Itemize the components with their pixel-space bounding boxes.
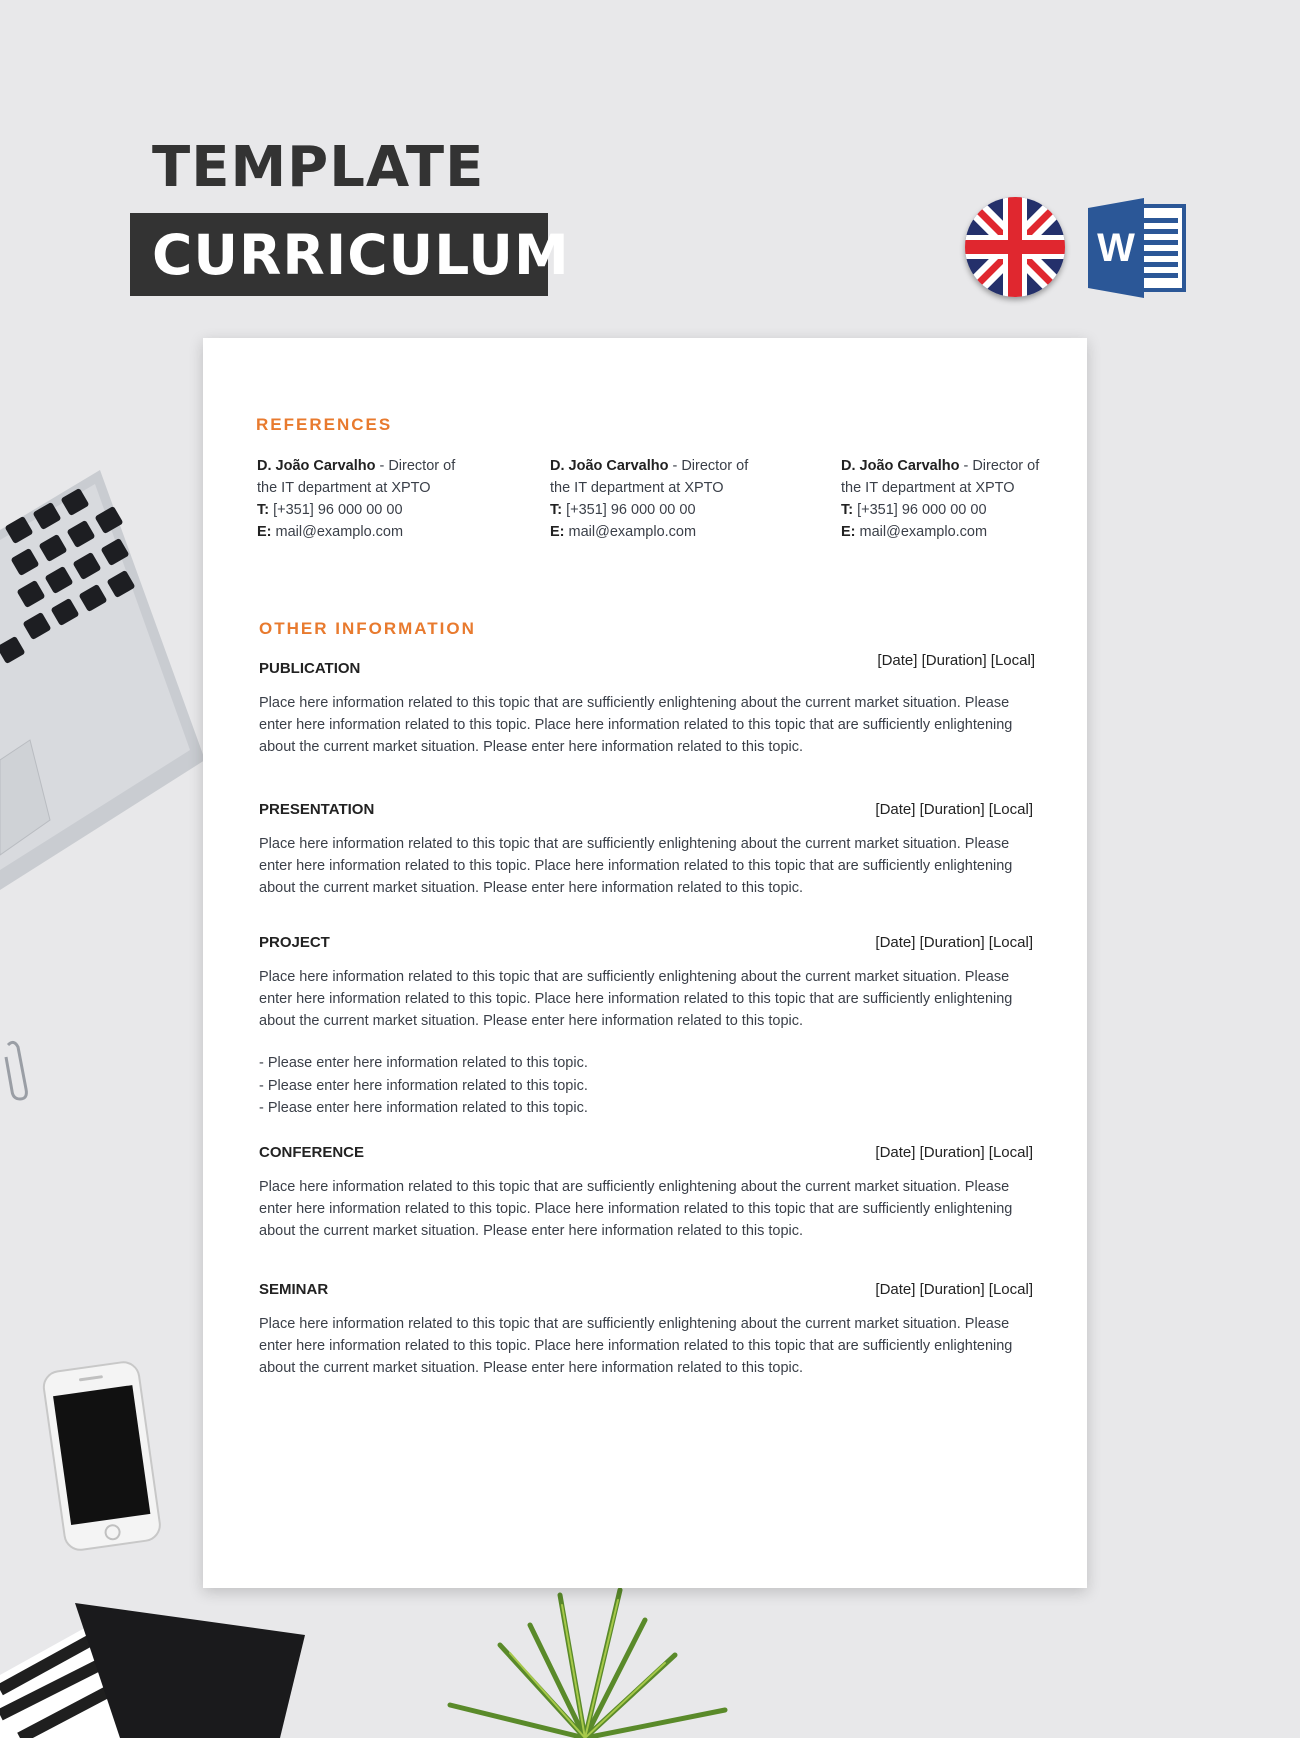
reference-phone: [+351] 96 000 00 00 [562, 502, 696, 518]
phone-decoration [40, 1360, 165, 1555]
entry-title: SEMINAR [259, 1281, 329, 1298]
reference-phone: [+351] 96 000 00 00 [269, 502, 403, 518]
reference-phone: [+351] 96 000 00 00 [853, 502, 987, 518]
paperclip-decoration [0, 1035, 30, 1105]
reference-name: D. João Carvalho [257, 458, 376, 474]
bullet-item: - Please enter here information related to this topic. [259, 1100, 588, 1116]
entry-meta: [Date] [Duration] [Local] [875, 934, 1033, 951]
references-heading: REFERENCES [256, 415, 393, 434]
entry-title: PROJECT [259, 934, 330, 951]
entry-bullet-list [259, 1052, 1039, 1120]
entry-meta: [Date] [Duration] [Local] [875, 1281, 1033, 1298]
entry-description: Place here information related to this topic that are sufficiently enlightening about the current market situation. Please enter here information related to this topic. Place here information related to this topic that are sufficiently enlightening about the current market situation. Please enter here information related to this topic. [259, 969, 1013, 1029]
bullet-item: - Please enter here information related to this topic. [259, 1077, 588, 1094]
reference-role: - Director of [668, 458, 749, 474]
entry-title: CONFERENCE [259, 1144, 365, 1161]
reference-role: - Director of [959, 458, 1040, 474]
word-letter: W [1097, 226, 1135, 270]
email-label: E: [841, 524, 856, 540]
entry-title: PUBLICATION [259, 660, 361, 677]
reference-card [841, 455, 1081, 543]
plant-decoration [420, 1585, 750, 1738]
reference-name: D. João Carvalho [550, 458, 669, 474]
word-document-icon [1086, 198, 1188, 298]
entry-description: Place here information related to this topic that are sufficiently enlightening about the current market situation. Please enter here information related to this topic. Place here information related to this topic that are sufficiently enlightening about the current market situation. Please enter here information related to this topic. [259, 1179, 1013, 1239]
reference-card [257, 455, 497, 543]
reference-email: mail@examplo.com [855, 524, 988, 540]
title-template: TEMPLATE [152, 135, 485, 200]
reference-department: the IT department at XPTO [841, 480, 1015, 496]
entry-title: PRESENTATION [259, 801, 375, 818]
bullet-item: - Please enter here information related to this topic. [259, 1055, 588, 1071]
entry-description: Place here information related to this topic that are sufficiently enlightening about the current market situation. Please enter here information related to this topic. Place here information related to this topic that are sufficiently enlightening about the current market situation. Please enter here information related to this topic. [259, 836, 1013, 896]
email-label: E: [550, 524, 565, 540]
reference-email: mail@examplo.com [564, 524, 697, 540]
title-box [130, 213, 570, 296]
title-curriculum: CURRICULUM [152, 223, 570, 287]
entry-description: Place here information related to this topic that are sufficiently enlightening about the current market situation. Please enter here information related to this topic. Place here information related to this topic that are sufficiently enlightening about the current market situation. Please enter here information related to this topic. [259, 695, 1013, 755]
phone-label: T: [257, 502, 270, 518]
notebook-decoration [0, 1595, 310, 1738]
reference-department: the IT department at XPTO [550, 480, 724, 496]
reference-name: D. João Carvalho [841, 458, 960, 474]
phone-label: T: [841, 502, 854, 518]
reference-email: mail@examplo.com [271, 524, 404, 540]
entry-meta: [Date] [Duration] [Local] [875, 1144, 1033, 1161]
reference-card [550, 455, 790, 543]
entry-meta: [Date] [Duration] [Local] [875, 801, 1033, 818]
laptop-decoration [0, 470, 205, 890]
entry-meta: [Date] [Duration] [Local] [877, 652, 1035, 669]
reference-department: the IT department at XPTO [257, 480, 431, 496]
uk-flag-icon [965, 197, 1065, 297]
email-label: E: [257, 524, 272, 540]
other-information-heading: OTHER INFORMATION [259, 619, 476, 638]
cv-document [203, 338, 1087, 1588]
reference-role: - Director of [375, 458, 456, 474]
entry-description: Place here information related to this topic that are sufficiently enlightening about the current market situation. Please enter here information related to this topic. Place here information related to this topic that are sufficiently enlightening about the current market situation. Please enter here information related to this topic. [259, 1316, 1013, 1376]
phone-label: T: [550, 502, 563, 518]
